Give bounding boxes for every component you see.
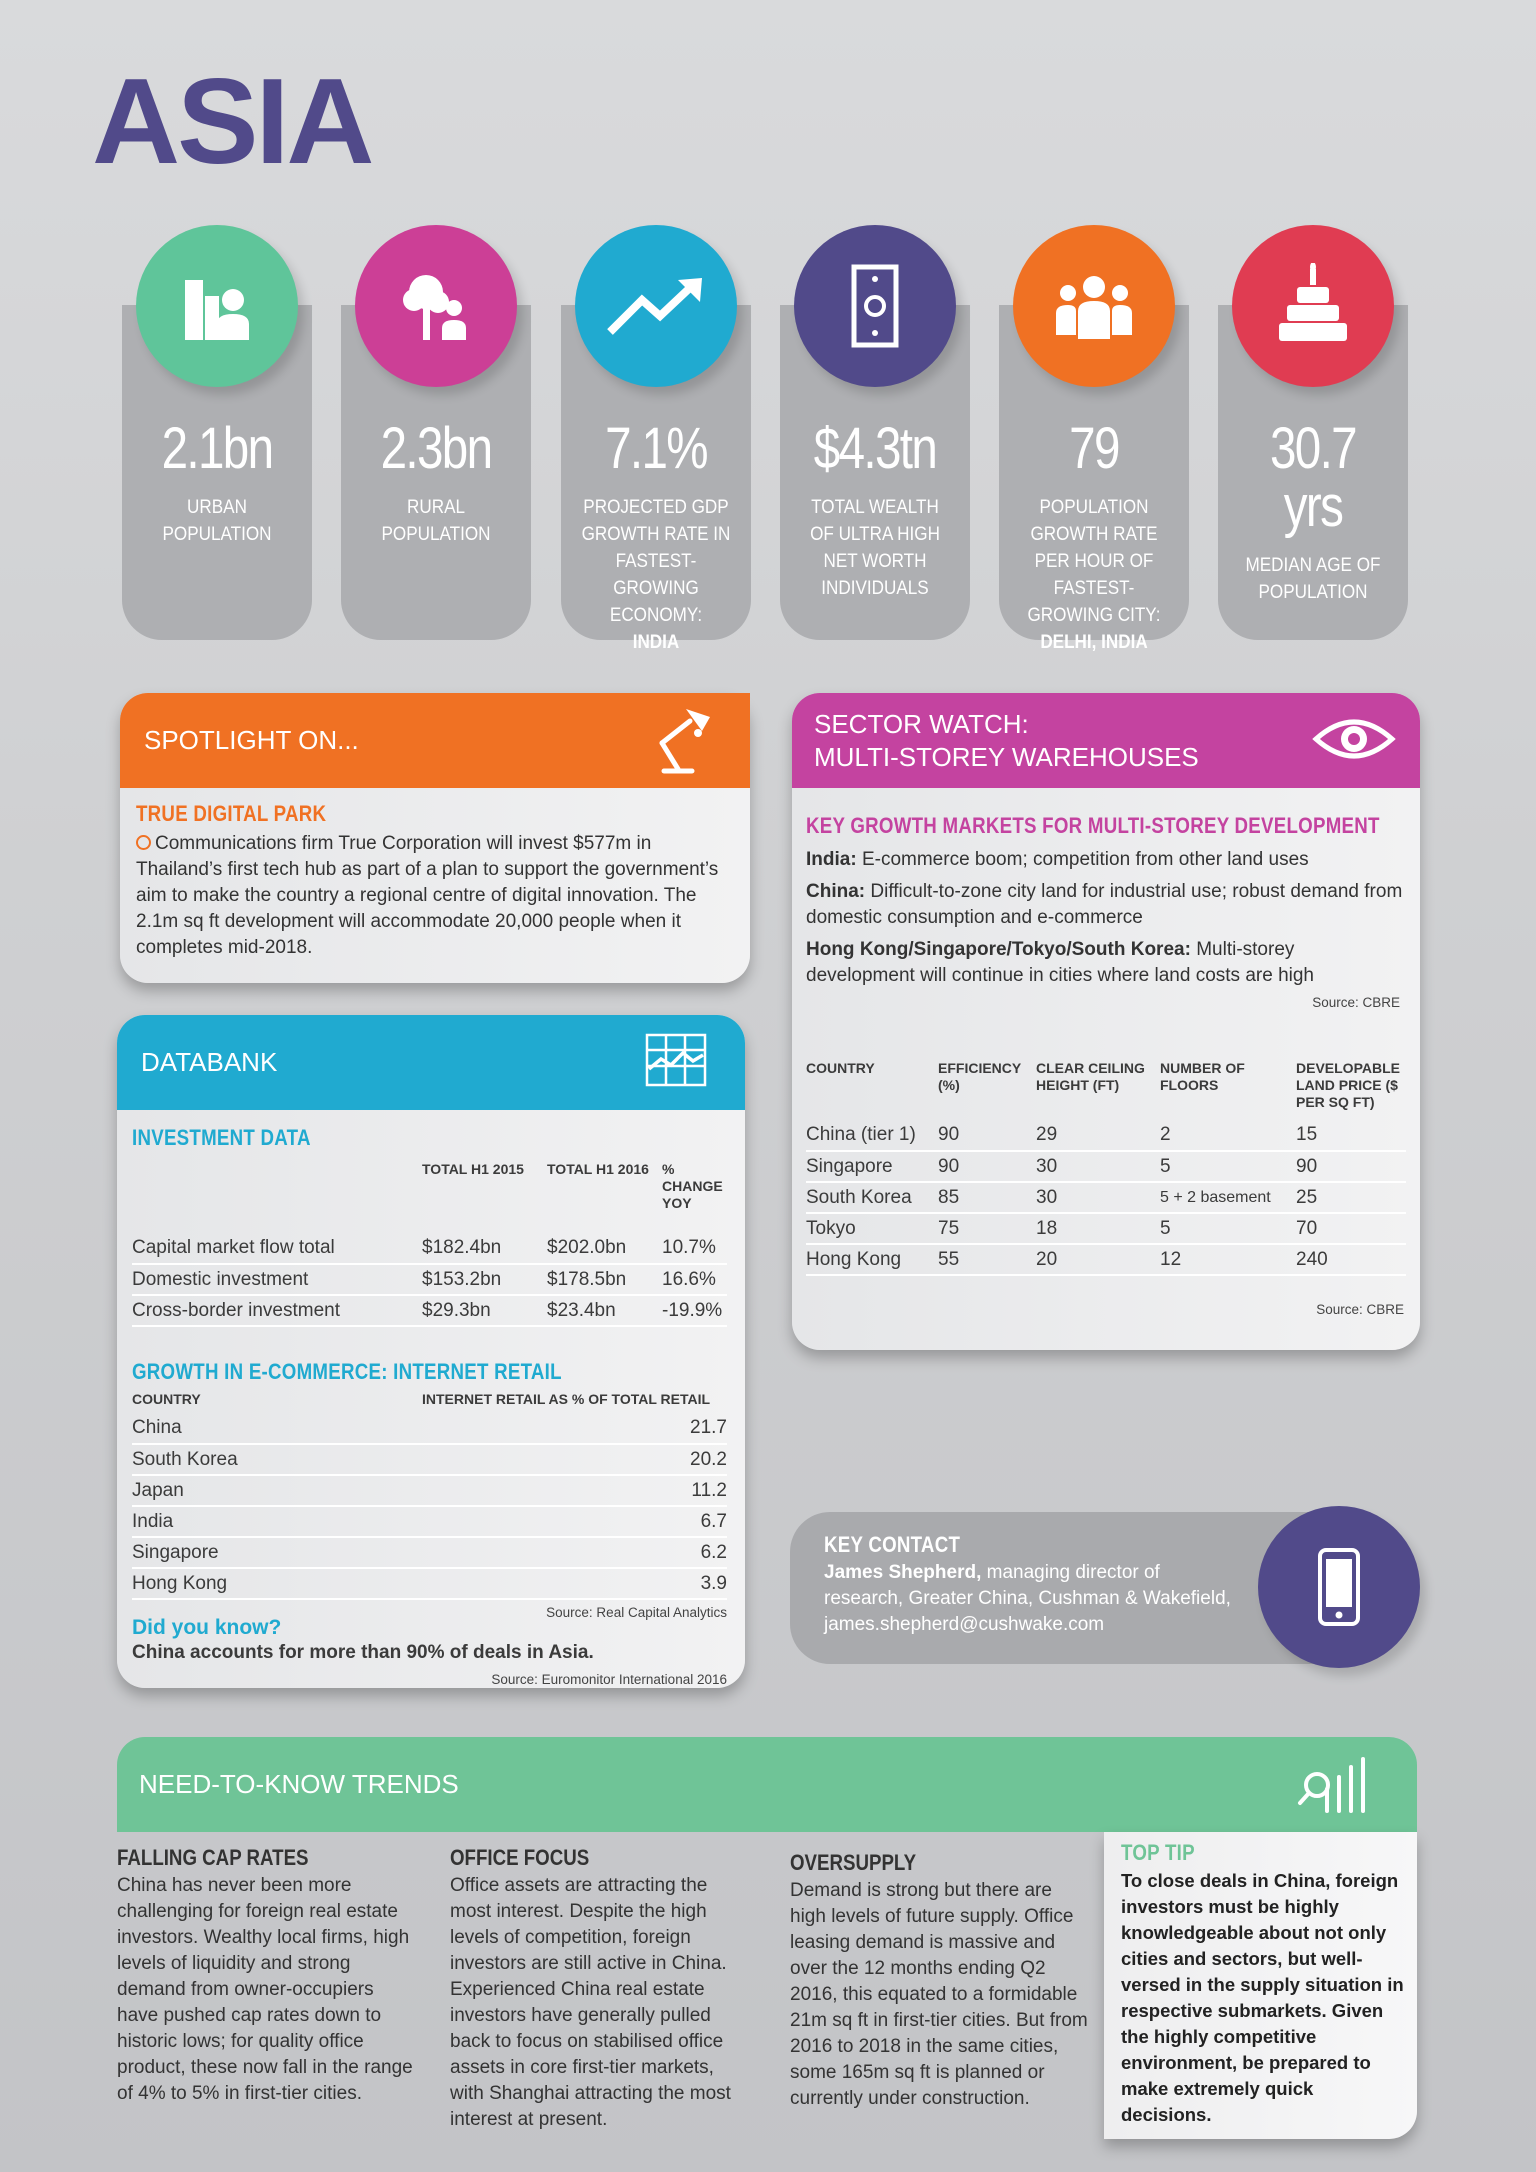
tree-person-icon <box>396 266 476 346</box>
stat-label: URBAN POPULATION <box>162 497 272 545</box>
stat-label: POPULATION GROWTH RATE PER HOUR OF FASTEST-GROWING CITY: DELHI, INDIA <box>1018 494 1171 656</box>
table-cell: 2 <box>1160 1120 1296 1151</box>
table-cell: 30 <box>1036 1151 1160 1182</box>
table-cell: 55 <box>938 1244 1036 1275</box>
databank-header-label: DATABANK <box>141 1047 278 1077</box>
table-cell: Hong Kong <box>806 1244 938 1275</box>
banknote-circle <box>794 225 956 387</box>
investment-table <box>132 1161 727 1327</box>
stat-label-bold: INDIA <box>632 632 680 653</box>
stat-label-bold: DELHI, INDIA <box>1040 632 1148 653</box>
table-cell: Capital market flow total <box>132 1233 422 1264</box>
table-cell: -19.9% <box>662 1295 727 1326</box>
col-h1-2016: TOTAL H1 2016 <box>547 1161 649 1177</box>
top-tip-text: To close deals in China, foreign investors must be highly knowledgeable about not only cities and sectors, but well-versed in the supply situation in respective submarkets. Given the highly competitive environment, be prepared to make extremely quick decisions. <box>1121 1870 1404 2125</box>
market-name: China: <box>806 881 866 902</box>
table-cell: $182.4bn <box>422 1233 547 1264</box>
ecommerce-table <box>132 1391 727 1600</box>
building-person-circle <box>136 225 298 387</box>
stat-label: PROJECTED GDP GROWTH RATE IN FASTEST-GROWING ECONOMY: INDIA <box>580 494 733 656</box>
table-cell: 20 <box>1036 1244 1160 1275</box>
table-cell: South Korea <box>132 1444 422 1475</box>
trend-column <box>790 1850 1090 2112</box>
table-cell: $29.3bn <box>422 1295 547 1326</box>
trend-column <box>117 1845 417 2107</box>
did-you-know-title: Did you know? <box>132 1616 282 1639</box>
top-tip-panel <box>1104 1832 1417 2139</box>
signal-bars-icon <box>1297 1755 1369 1815</box>
stat-value: 2.3bn <box>380 416 492 481</box>
table-cell: Domestic investment <box>132 1264 422 1295</box>
table-cell: 70 <box>1296 1213 1406 1244</box>
spotlight-text: Communications firm True Corporation will invest $577m in Thailand’s first tech hub as part of a plan to support the government’s aim to make the country a regional centre of digital innovation. The 2.1m sq ft development will accommodate 20,000 people when it completes mid-2018. <box>136 833 719 958</box>
phone-circle <box>1258 1506 1420 1668</box>
ecommerce-source: Source: Real Capital Analytics <box>546 1605 727 1620</box>
table-row <box>132 1233 727 1264</box>
desk-lamp-icon <box>650 701 720 776</box>
table-cell: 90 <box>938 1151 1036 1182</box>
stat-value: $4.3tn <box>813 416 937 481</box>
databank-header <box>117 1015 745 1110</box>
building-person-icon <box>177 266 257 346</box>
spotlight-header <box>120 693 750 788</box>
table-cell: 85 <box>938 1182 1036 1213</box>
bullet-circle-icon <box>136 835 151 850</box>
table-cell: Tokyo <box>806 1213 938 1244</box>
table-row <box>132 1475 727 1506</box>
table-cell: 90 <box>938 1120 1036 1151</box>
stat-value: 30.7 yrs <box>1269 416 1356 539</box>
ecommerce-title: GROWTH IN E-COMMERCE: INTERNET RETAIL <box>132 1359 562 1384</box>
market-item <box>806 847 1404 873</box>
banknote-icon <box>850 263 900 349</box>
contact-text: managing director of research, Greater China, Cushman & Wakefield, james.shepherd@cushwake.com <box>824 1562 1231 1635</box>
trend-up-icon <box>606 276 706 336</box>
cake-icon <box>1273 263 1353 349</box>
table-cell: 5 + 2 basement <box>1160 1182 1296 1213</box>
col-land-price: DEVELOPABLE LAND PRICE ($ PER SQ FT) <box>1296 1060 1400 1110</box>
col-floors: NUMBER OF FLOORS <box>1160 1060 1245 1093</box>
sector-header-line1: SECTOR WATCH: <box>814 708 1029 739</box>
market-text: Difficult-to-zone city land for industrial use; robust demand from domestic consumption and e-commerce <box>806 881 1403 928</box>
table-cell: 5 <box>1160 1151 1296 1182</box>
databank-source: Source: Euromonitor International 2016 <box>491 1672 727 1687</box>
table-cell: $23.4bn <box>547 1295 662 1326</box>
spotlight-subtitle: TRUE DIGITAL PARK <box>136 801 327 826</box>
table-cell: Singapore <box>806 1151 938 1182</box>
table-cell: $178.5bn <box>547 1264 662 1295</box>
trend-column <box>450 1845 750 2133</box>
table-row <box>132 1537 727 1568</box>
col-ceiling: CLEAR CEILING HEIGHT (FT) <box>1036 1060 1145 1093</box>
sector-subtitle: KEY GROWTH MARKETS FOR MULTI-STOREY DEVELOPMENT <box>806 813 1380 838</box>
did-you-know-text: China accounts for more than 90% of deals in Asia. <box>132 1642 594 1663</box>
table-cell: $202.0bn <box>547 1233 662 1264</box>
table-cell: 90 <box>1296 1151 1406 1182</box>
contact-title: KEY CONTACT <box>824 1532 961 1557</box>
table-cell: 12 <box>1160 1244 1296 1275</box>
table-row <box>132 1568 727 1599</box>
spotlight-header-label: SPOTLIGHT ON... <box>144 725 359 755</box>
warehouse-table <box>806 1060 1406 1276</box>
table-cell: Hong Kong <box>132 1568 422 1599</box>
contact-name: James Shepherd, <box>824 1562 982 1583</box>
table-cell: China (tier 1) <box>806 1120 938 1151</box>
market-item <box>806 879 1404 931</box>
market-item <box>806 937 1404 989</box>
trend-up-circle <box>575 225 737 387</box>
table-cell: Cross-border investment <box>132 1295 422 1326</box>
table-row <box>132 1444 727 1475</box>
table-cell: 21.7 <box>422 1413 727 1444</box>
table-cell: 3.9 <box>422 1568 727 1599</box>
table-cell: 18 <box>1036 1213 1160 1244</box>
tree-person-circle <box>355 225 517 387</box>
trend-title: OVERSUPPLY <box>790 1850 917 1875</box>
table-cell: $153.2bn <box>422 1264 547 1295</box>
cake-circle <box>1232 225 1394 387</box>
table-row <box>132 1295 727 1326</box>
table-cell: 11.2 <box>422 1475 727 1506</box>
col-country: COUNTRY <box>132 1391 201 1407</box>
stat-value: 7.1% <box>605 416 707 481</box>
top-tip-title: TOP TIP <box>1121 1840 1195 1865</box>
col-country: COUNTRY <box>806 1060 875 1076</box>
table-cell: 20.2 <box>422 1444 727 1475</box>
stat-label: RURAL POPULATION <box>381 497 491 545</box>
stat-label: TOTAL WEALTH OF ULTRA HIGH NET WORTH INDIVIDUALS <box>810 497 940 599</box>
chart-grid-icon <box>645 1033 707 1087</box>
table-cell: 75 <box>938 1213 1036 1244</box>
table-cell: Japan <box>132 1475 422 1506</box>
investment-title: INVESTMENT DATA <box>132 1125 311 1150</box>
sector-header <box>792 693 1420 788</box>
smartphone-icon <box>1317 1547 1361 1627</box>
table-cell: 240 <box>1296 1244 1406 1275</box>
trend-title: FALLING CAP RATES <box>117 1845 309 1870</box>
table-cell: 29 <box>1036 1120 1160 1151</box>
table-cell: 16.6% <box>662 1264 727 1295</box>
table-cell: 15 <box>1296 1120 1406 1151</box>
stat-value: 79 <box>1069 416 1119 481</box>
sector-header-line2: MULTI-STOREY WAREHOUSES <box>814 741 1199 772</box>
table-cell: India <box>132 1506 422 1537</box>
market-text: Multi-storey development will continue in cities where land costs are high <box>806 939 1314 986</box>
table-row <box>806 1120 1406 1151</box>
spotlight-panel <box>120 693 750 983</box>
col-efficiency: EFFICIENCY (%) <box>938 1060 1021 1093</box>
col-change: % CHANGE YOY <box>662 1161 723 1211</box>
sector-source-1: Source: CBRE <box>1312 995 1400 1010</box>
trends-header-label: NEED-TO-KNOW TRENDS <box>139 1769 459 1799</box>
table-cell: Singapore <box>132 1537 422 1568</box>
table-row <box>132 1413 727 1444</box>
stat-value: 2.1bn <box>161 416 273 481</box>
trends-header <box>117 1737 1417 1832</box>
trend-title: OFFICE FOCUS <box>450 1845 590 1870</box>
table-row <box>132 1264 727 1295</box>
market-text: E-commerce boom; competition from other land uses <box>861 849 1309 870</box>
databank-panel <box>117 1015 745 1688</box>
people-group-circle <box>1013 225 1175 387</box>
market-name: India: <box>806 849 857 870</box>
table-row <box>806 1213 1406 1244</box>
people-group-icon <box>1044 271 1144 341</box>
trend-text: Office assets are attracting the most interest. Despite the high levels of competition, foreign investors are still active in China. Experienced China real estate investors have generally pulled back to focus on stabilised office assets in core first-tier markets, with Shanghai attracting the most interest at present. <box>450 1875 731 2130</box>
table-row <box>806 1244 1406 1275</box>
trend-text: Demand is strong but there are high levels of future supply. Office leasing demand is massive and over the 12 months ending Q2 2016, this equated to a formidable 21m sq ft in first-tier cities. But from 2016 to 2018 in the same cities, some 165m sq ft is planned or currently under construction. <box>790 1880 1088 2109</box>
col-retail-share: INTERNET RETAIL AS % OF TOTAL RETAIL <box>422 1391 711 1407</box>
stat-label: MEDIAN AGE OF POPULATION <box>1245 555 1381 603</box>
table-cell: 5 <box>1160 1213 1296 1244</box>
table-row <box>806 1182 1406 1213</box>
table-row <box>132 1506 727 1537</box>
table-row <box>806 1151 1406 1182</box>
table-cell: China <box>132 1413 422 1444</box>
col-h1-2015: TOTAL H1 2015 <box>422 1161 524 1177</box>
sector-panel <box>792 693 1420 1350</box>
trend-text: China has never been more challenging for foreign real estate investors. Wealthy local firms, high levels of liquidity and strong demand from owner-occupiers have pushed cap rates down to historic lows; for quality office product, these now fall in the range of 4% to 5% in first-tier cities. <box>117 1875 413 2104</box>
table-cell: 25 <box>1296 1182 1406 1213</box>
table-cell: South Korea <box>806 1182 938 1213</box>
eye-icon <box>1312 713 1396 765</box>
table-cell: 10.7% <box>662 1233 727 1264</box>
market-name: Hong Kong/Singapore/Tokyo/South Korea: <box>806 939 1191 960</box>
page-title: ASIA <box>92 53 372 189</box>
table-cell: 30 <box>1036 1182 1160 1213</box>
table-cell: 6.7 <box>422 1506 727 1537</box>
sector-source-2: Source: CBRE <box>1316 1302 1404 1317</box>
table-cell: 6.2 <box>422 1537 727 1568</box>
